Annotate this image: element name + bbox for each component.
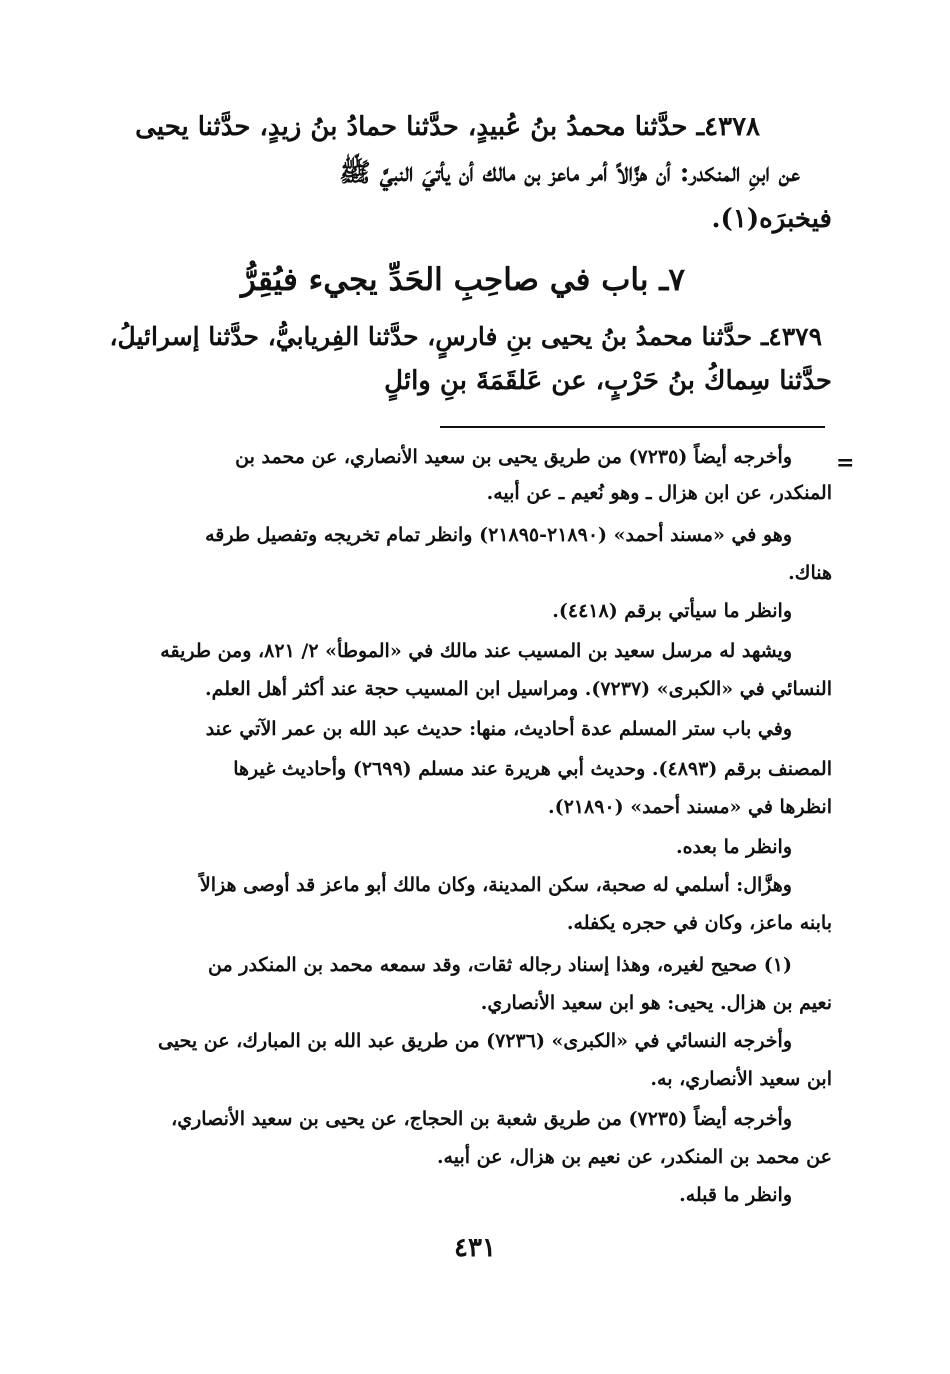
footnote-line: وهزَّال: أسلمي له صحبة، سكن المدينة، وكان مالك أبو ماعز قد أوصى هزالاً bbox=[199, 874, 792, 896]
footnote-line: المصنف برقم (٤٨٩٣). وحديث أبي هريرة عند مسلم (٢٦٩٩) وأحاديث غيرها bbox=[233, 758, 832, 780]
continuation-mark: = bbox=[836, 450, 855, 476]
footnote-line: وانظر ما بعده. bbox=[675, 836, 792, 858]
footnote-line: وهو في «مسند أحمد» (٢١٨٩٠-٢١٨٩٥) وانظر تمام تخريجه وتفصيل طرقه bbox=[205, 524, 792, 546]
footnote-line: المنكدر، عن ابن هزال ـ وهو نُعيم ـ عن أبيه. bbox=[486, 482, 832, 504]
hadith-4378-line-2: عن ابنِ المنكدر: أن هزَّالاً أمر ماعز بن مالك أن يأتيَ النبيَّ ﷺ bbox=[339, 158, 800, 188]
footnote-line: وانظر ما سيأتي برقم (٤٤١٨). bbox=[552, 600, 792, 622]
footnote-line: وأخرجه النسائي في «الكبرى» (٧٢٣٦) من طريق عبد الله بن المبارك، عن يحيى bbox=[158, 1030, 792, 1052]
footnote-line: النسائي في «الكبرى» (٧٢٣٧). ومراسيل ابن المسيب حجة عند أكثر أهل العلم. bbox=[204, 678, 832, 700]
footnote-line: بابنه ماعز، وكان في حجره يكفله. bbox=[566, 912, 832, 934]
footnote-line: (١) صحيح لغيره، وهذا إسناد رجاله ثقات، وقد سمعه محمد بن المنكدر من bbox=[208, 954, 792, 976]
footnote-line: وأخرجه أيضاً (٧٢٣٥) من طريق يحيى بن سعيد الأنصاري، عن محمد بن bbox=[235, 446, 792, 468]
footnote-line: وفي باب ستر المسلم عدة أحاديث، منها: حديث عبد الله بن عمر الآتي عند bbox=[205, 718, 792, 740]
page-number: ٤٣١ bbox=[454, 1233, 496, 1263]
footnote-line: وأخرجه أيضاً (٧٢٣٥) من طريق شعبة بن الحجاج، عن يحيى بن سعيد الأنصاري، bbox=[171, 1108, 792, 1130]
chapter-heading: ٧ـ باب في صاحِبِ الحَدِّ يجيء فيُقِرُّ bbox=[240, 262, 685, 298]
footnote-line: انظرها في «مسند أحمد» (٢١٨٩٠). bbox=[547, 796, 832, 818]
footnote-line: نعيم بن هزال. يحيى: هو ابن سعيد الأنصاري. bbox=[480, 992, 832, 1014]
footnote-line: عن محمد بن المنكدر، عن نعيم بن هزال، عن أبيه. bbox=[436, 1146, 832, 1168]
hadith-4378-line-1: ٤٣٧٨ـ حدَّثنا محمدُ بنُ عُبيدٍ، حدَّثنا حمادُ بنُ زيدٍ، حدَّثنا يحيى bbox=[135, 112, 760, 142]
footnote-line: ويشهد له مرسل سعيد بن المسيب عند مالك في «الموطأ» ٢/ ٨٢١، ومن طريقه bbox=[160, 640, 792, 662]
footnote-separator bbox=[440, 426, 825, 428]
footnote-line: هناك. bbox=[788, 562, 832, 584]
hadith-4379-line-1: ٤٣٧٩ـ حدَّثنا محمدُ بنُ يحيى بنِ فارسٍ، حدَّثنا الفِريابيُّ، حدَّثنا إسرائيلُ، bbox=[109, 322, 822, 351]
hadith-4378-line-3: فيخبرَه(١). bbox=[711, 204, 832, 234]
footnote-line: وانظر ما قبله. bbox=[679, 1184, 792, 1206]
footnote-line: ابن سعيد الأنصاري، به. bbox=[650, 1068, 832, 1090]
hadith-4379-line-2: حدَّثنا سِماكُ بنُ حَرْبٍ، عن عَلقَمَةَ بنِ وائلٍ bbox=[384, 366, 832, 396]
